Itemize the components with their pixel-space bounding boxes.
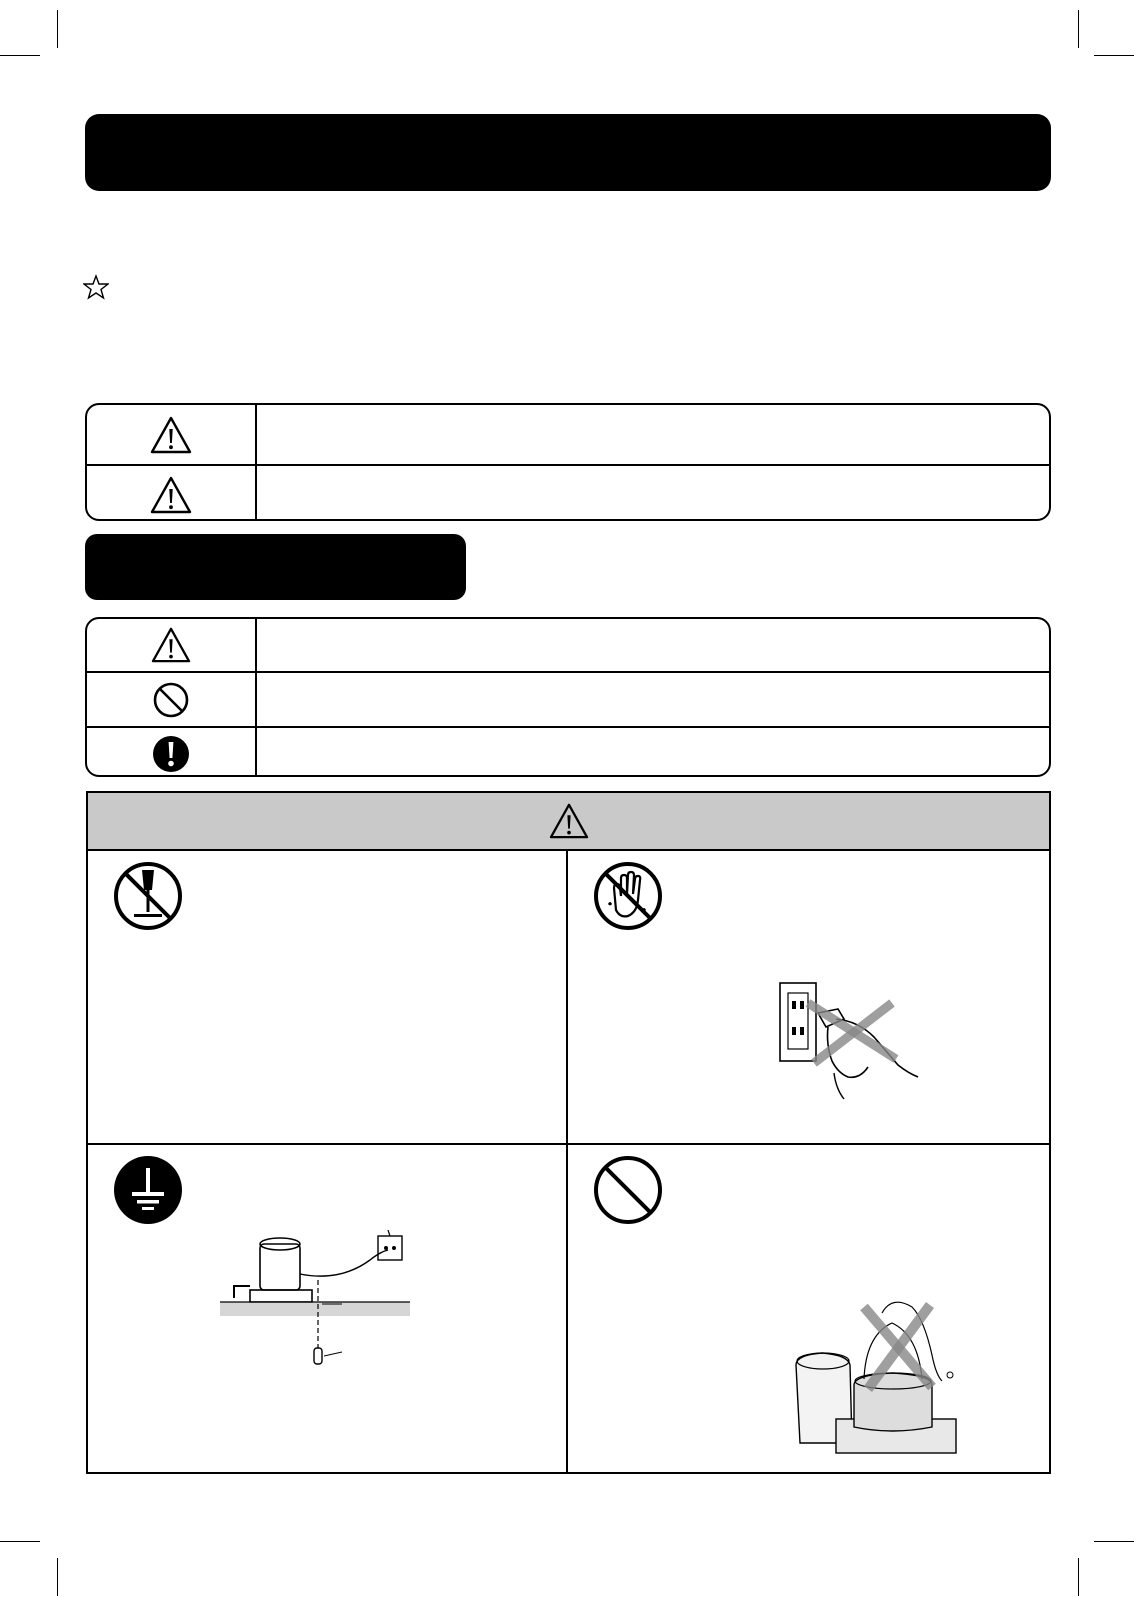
crop-mark xyxy=(1094,55,1134,56)
legend-icon-cell xyxy=(87,728,257,777)
warning-cell-prohibited xyxy=(568,1145,1049,1472)
symbol-row-mandatory xyxy=(87,726,1049,777)
legend-row-warning xyxy=(87,405,1049,464)
pump-ground-diagram xyxy=(220,1230,420,1380)
caution-triangle-icon xyxy=(150,626,192,664)
crop-mark xyxy=(57,10,58,48)
prohibited-circle-icon xyxy=(152,681,190,719)
warning-cell-ground xyxy=(88,1145,566,1472)
warning-triangle-icon xyxy=(149,415,193,455)
crop-mark xyxy=(57,1558,58,1596)
no-disassembly-icon xyxy=(112,860,184,932)
symbol-row-caution xyxy=(87,619,1049,671)
crop-mark xyxy=(1078,1558,1079,1596)
warning-table xyxy=(86,791,1051,1474)
legend-text xyxy=(257,405,1049,464)
legend-text xyxy=(257,673,1049,726)
warning-triangle-icon xyxy=(548,802,590,840)
crop-mark xyxy=(0,1541,40,1542)
symbol-legend xyxy=(85,617,1051,777)
legend-icon-cell xyxy=(87,673,257,726)
legend-icon-cell xyxy=(87,619,257,671)
warning-triangle-icon xyxy=(149,475,193,515)
legend-icon-cell xyxy=(87,466,257,521)
ground-connection-icon xyxy=(112,1154,184,1226)
pump-cover-illustration xyxy=(792,1295,962,1460)
warning-cell-no-disassembly xyxy=(88,851,566,1143)
legend-text xyxy=(257,728,1049,777)
mandatory-exclamation-icon xyxy=(152,735,190,773)
crop-mark xyxy=(1078,10,1079,48)
star-icon xyxy=(83,274,109,300)
signal-word-legend xyxy=(85,403,1051,521)
legend-icon-cell xyxy=(87,405,257,464)
legend-text xyxy=(257,619,1049,671)
page-title xyxy=(85,114,1051,191)
warning-cell-no-wet-hands xyxy=(568,851,1049,1143)
warning-table-header xyxy=(88,793,1049,851)
crop-mark xyxy=(0,55,40,56)
prohibited-circle-icon xyxy=(592,1154,664,1226)
crop-mark xyxy=(1094,1541,1134,1542)
no-wet-hands-icon xyxy=(592,860,664,932)
symbol-section-title xyxy=(85,534,466,600)
legend-text xyxy=(257,466,1049,521)
hand-plug-outlet-illustration xyxy=(778,981,928,1116)
symbol-row-prohibited xyxy=(87,671,1049,726)
legend-row-caution xyxy=(87,464,1049,521)
